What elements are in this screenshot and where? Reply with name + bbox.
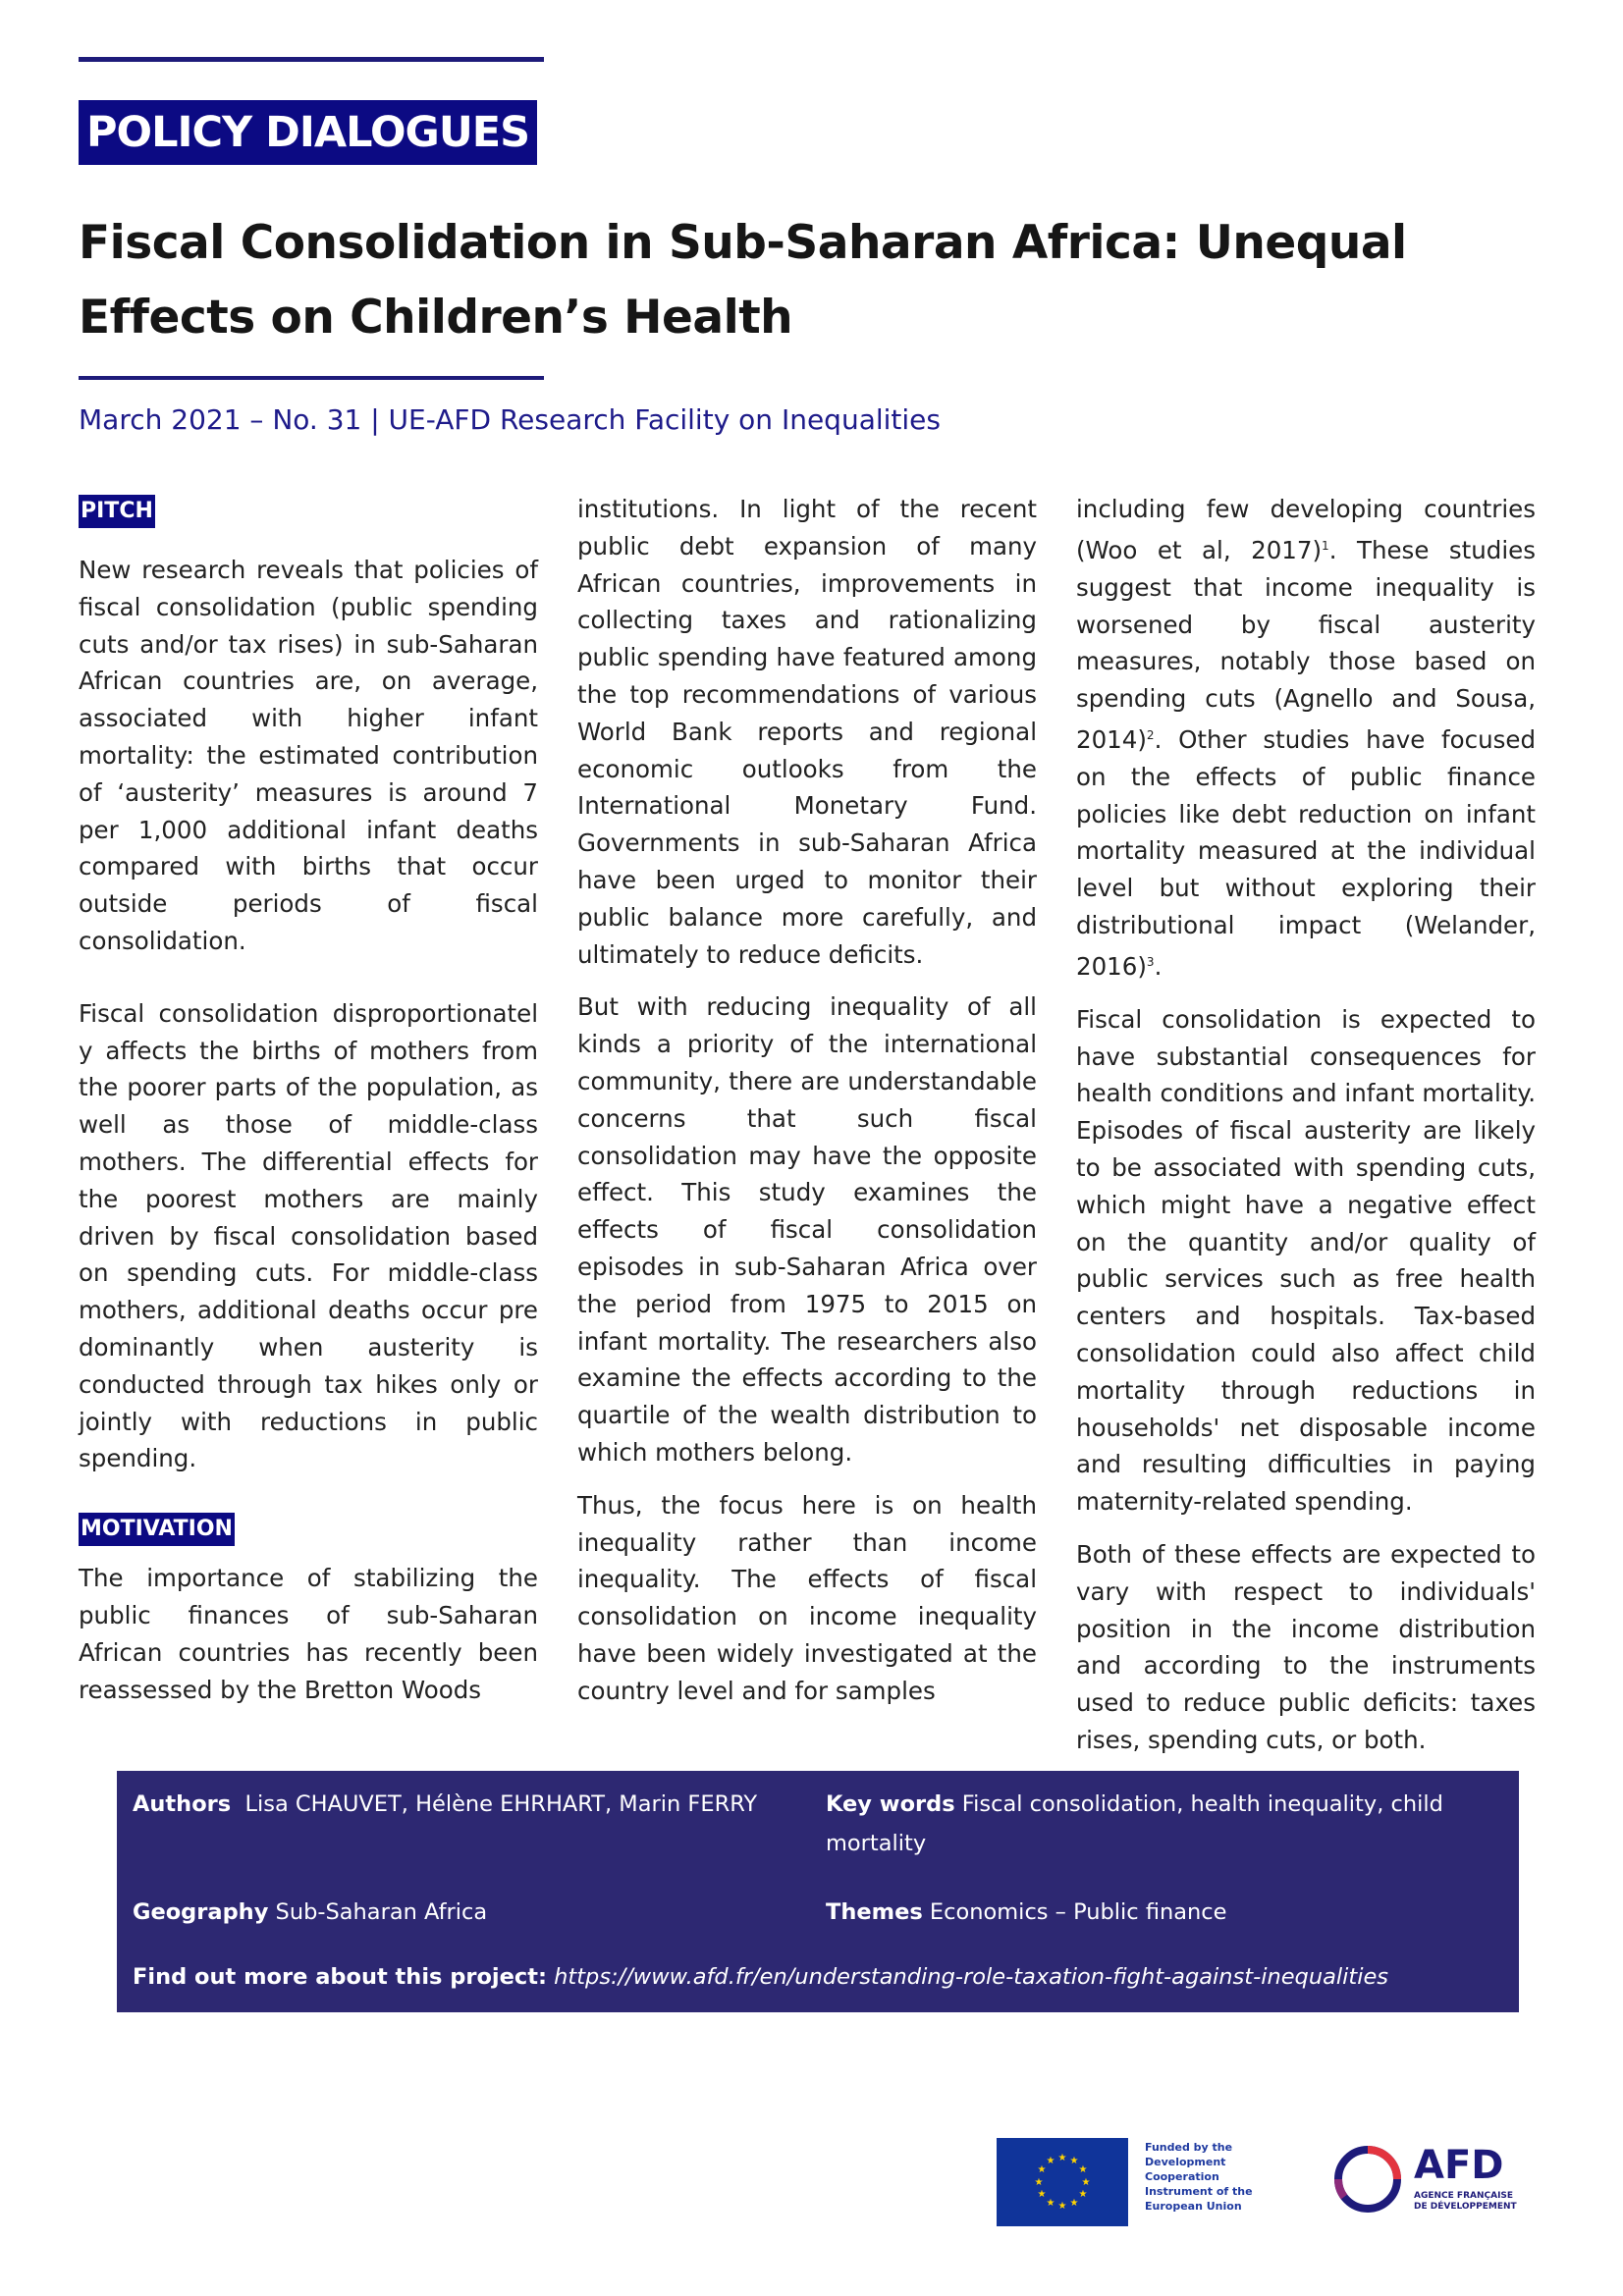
svg-text:★: ★ <box>1069 2156 1079 2166</box>
eu-stars-icon <box>997 2138 1128 2226</box>
svg-text:★: ★ <box>1046 2198 1055 2209</box>
eu-text-line: Funded by the <box>1145 2141 1233 2154</box>
themes-row <box>826 1893 1227 1932</box>
keywords-row <box>826 1785 1454 1863</box>
footnote-ref-1[interactable]: 1 <box>1322 538 1329 553</box>
afd-sub-line: DE DÉVELOPPEMENT <box>1414 2202 1517 2212</box>
footnote-ref-3[interactable]: 3 <box>1146 954 1155 969</box>
svg-text:★: ★ <box>1046 2156 1055 2166</box>
eu-text-line: Development <box>1145 2156 1226 2168</box>
pitch-paragraph-2: Fiscal consolidation disproportionatel y affects the births of mothers from the poorer parts of the population, as well as those of middle-class mothers. The differential effects for the poorest mothers are mainly driven by fiscal consolidation based on spending cuts. For middle-class mothers, additional deaths occur pre dominantly when austerity is conducted through tax hikes only or jointly with reductions in public spending. <box>79 998 538 1473</box>
title-rule <box>79 376 544 380</box>
text-run: . <box>1154 952 1163 982</box>
svg-text:★: ★ <box>1078 2164 1088 2175</box>
eu-text-line: European Union <box>1145 2200 1242 2213</box>
project-link-label: Find out more about this project: <box>133 1964 547 1990</box>
geography-value: Sub-Saharan Africa <box>275 1899 488 1925</box>
eu-funding-text <box>1145 2140 1282 2214</box>
motivation-paragraph-1: The importance of stabilizing the public finances of sub-Saharan African countries has recently been reassessed by the Bretton Woods <box>79 1564 538 1704</box>
keywords-label: Key words <box>826 1791 955 1817</box>
pitch-paragraph-1: New research reveals that policies of fiscal consolidation (public spending cuts and/or tax rises) in sub-Saharan African countries are, on average, associated with higher infant mortality: the estimated contribution of ‘austerity’ measures is around 7 per 1,000 additional infant deaths compared with births that occur outside periods of fiscal consolidation. <box>79 556 538 955</box>
authors-value: Lisa CHAUVET, Hélène EHRHART, Marin FERRY <box>244 1791 758 1817</box>
svg-text:★: ★ <box>1034 2177 1044 2188</box>
info-box <box>117 1771 1519 2012</box>
afd-sub-line: AGENCE FRANÇAISE <box>1414 2191 1514 2201</box>
motivation-paragraph-7: Both of these effects are expected to vary with respect to individuals' position in the income distribution and according to the instruments used to reduce public deficits: taxes rises, spending cuts, or both. <box>1076 1539 1536 1754</box>
motivation-paragraph-5 <box>1076 491 1536 986</box>
issue-meta: March 2021 – No. 31 | UE-AFD Research Facility on Inequalities <box>79 403 941 436</box>
eu-text-line: Cooperation <box>1145 2170 1219 2183</box>
motivation-paragraph-3: But with reducing inequality of all kinds a priority of the international community, there are understandable concerns that such fiscal consolidation may have the opposite effect. This study examines the effects of fiscal consolidation episodes in sub-Saharan Africa over the period from 1975 to 2015 on infant mortality. The researchers also examine the effects according to the quartile of the wealth distribution to which mothers belong. <box>577 992 1037 1467</box>
authors-row <box>133 1785 800 1824</box>
column-3 <box>1076 491 1536 1775</box>
motivation-paragraph-6: Fiscal consolidation is expected to have substantial consequences for health conditions and infant mortality. Episodes of fiscal austerity are likely to be associated with spending cuts, which might have a negative effect on the quantity and/or quality of public services such as free health centers and hospitals. Tax-based consolidation could also affect child mortality through reductions in households' net disposable income and resulting difficulties in paying maternity-related spending. <box>1076 1004 1536 1517</box>
svg-text:★: ★ <box>1037 2164 1047 2175</box>
top-rule <box>79 57 544 62</box>
project-link-row <box>133 1957 1507 1997</box>
geography-label: Geography <box>133 1899 269 1925</box>
afd-logo-icon <box>1330 2142 1405 2216</box>
afd-logo-subtitle <box>1414 2191 1542 2213</box>
motivation-label: MOTIVATION <box>79 1513 235 1546</box>
text-run: . Other studies have focused on the effects of public finance policies like debt reduction on infant mortality measured at the individual level but without exploring their distributional impact (Welander, 2016) <box>1076 725 1536 982</box>
motivation-paragraph-4: Thus, the focus here is on health inequality rather than income inequality. The effects of fiscal consolidation on income inequality have been widely investigated at the country level and for samples <box>577 1490 1037 1705</box>
keywords-value: Fiscal consolidation, health inequality, child mortality <box>826 1791 1443 1856</box>
text-run: . These studies suggest that income inequality is worsened by fiscal austerity measures, notably those based on spending cuts (Agnello and Sousa, 2014) <box>1076 535 1536 755</box>
svg-text:★: ★ <box>1069 2198 1079 2209</box>
svg-text:★: ★ <box>1081 2177 1091 2188</box>
svg-text:★: ★ <box>1037 2189 1047 2200</box>
column-2 <box>577 491 1037 1726</box>
project-link[interactable]: https://www.afd.fr/en/understanding-role-taxation-fight-against-inequalities <box>554 1964 1389 1990</box>
themes-label: Themes <box>826 1899 923 1925</box>
footnote-ref-2[interactable]: 2 <box>1146 727 1155 742</box>
column-1 <box>79 491 538 1724</box>
svg-text:★: ★ <box>1057 2201 1067 2212</box>
page-title: Fiscal Consolidation in Sub-Saharan Africa: Unequal Effects on Children’s Health <box>79 216 1407 345</box>
pitch-label: PITCH <box>79 495 155 528</box>
authors-label: Authors <box>133 1791 232 1817</box>
text-run: including few developing countries (Woo et al, 2017) <box>1076 495 1536 564</box>
themes-value: Economics – Public finance <box>929 1899 1227 1925</box>
eu-text-line: Instrument of the <box>1145 2185 1253 2198</box>
series-label: POLICY DIALOGUES <box>79 100 537 165</box>
svg-text:★: ★ <box>1057 2153 1067 2163</box>
motivation-paragraph-2: institutions. In light of the recent public debt expansion of many African countries, improvements in collecting taxes and rationalizing public spending have featured among the top recommendations of various World Bank reports and regional economic outlooks from the International Monetary Fund. Governments in sub-Saharan Africa have been urged to monitor their public balance more carefully, and ultimately to reduce deficits. <box>577 495 1037 969</box>
geography-row <box>133 1893 487 1932</box>
svg-text:★: ★ <box>1078 2189 1088 2200</box>
eu-flag-logo <box>997 2138 1128 2226</box>
afd-logo-text: AFD <box>1414 2143 1504 2188</box>
